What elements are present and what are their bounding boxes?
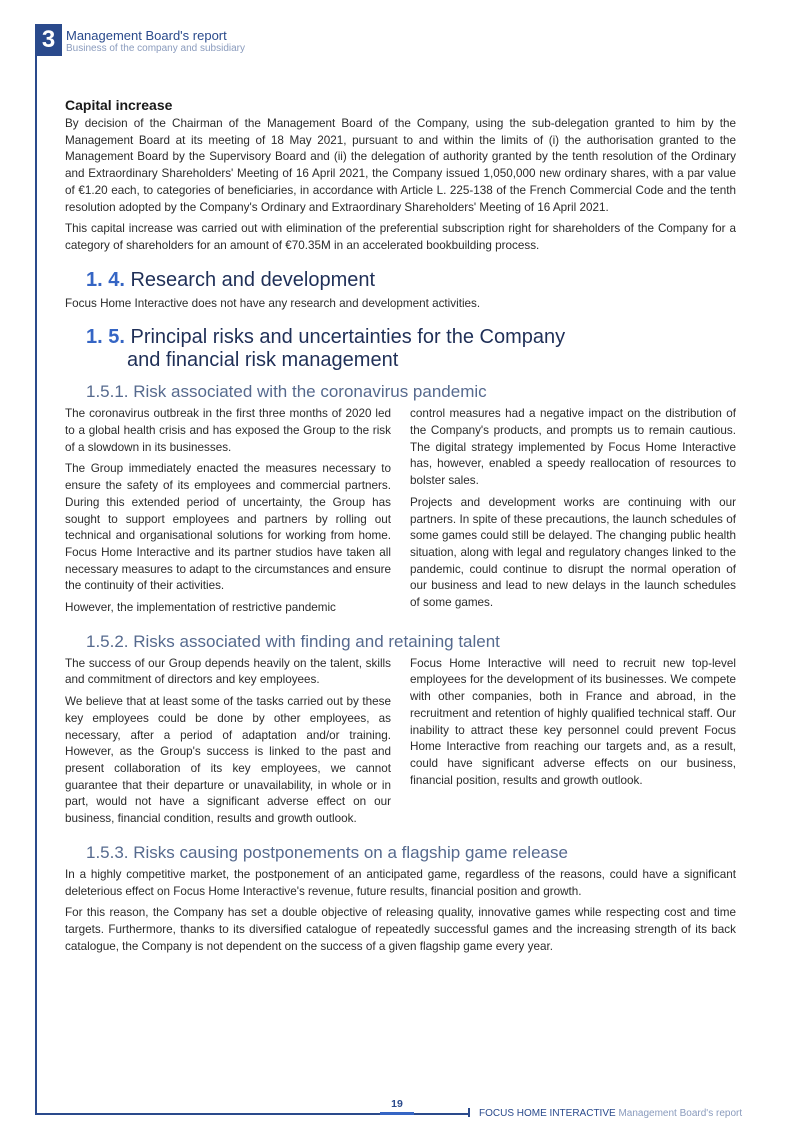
footer-report-name: Management Board's report: [618, 1108, 743, 1119]
section-1-5-number: 1. 5.: [86, 326, 125, 349]
section-1-5-title-line1: Principal risks and uncertainties for the Company: [130, 326, 566, 349]
chapter-number-badge: 3: [35, 24, 62, 56]
coronavirus-paragraph-5: Projects and development works are continuing with our partners. In spite of these precautions, the launch schedules of some games could still be delayed. The changing public health situation, along with legal and regulatory changes linked to the pandemic, could continue to disrupt the normal operation of our business and lead to new delays in the launch schedules of some games.: [410, 495, 736, 610]
flagship-paragraph-1: In a highly competitive market, the postponement of an anticipated game, regardless of the reasons, could have a significant deleterious effect on Focus Home Interactive's revenue, future results, financial position and growth.: [65, 867, 736, 898]
section-1-4-heading: [86, 269, 736, 292]
capital-increase-paragraph-1: By decision of the Chairman of the Management Board of the Company, using the sub-delegation granted to him by the Management Board at its meeting of 18 May 2021, pursuant to and within the limits of (i) the authorisation granted to the Management Board by the Supervisory Board and (ii) the delegation of authority granted by the tenth resolution of the Ordinary and Extraordinary Shareholders' Meeting of 16 April 2021, the Company issued 1,050,000 new ordinary shares, with a par value of €1.20 each, to categories of beneficiaries, in accordance with Article L. 225-138 of the French Commercial Code and the tenth resolution adopted by the Company's Ordinary and Extraordinary Shareholders' Meeting of 16 April 2021.: [65, 117, 736, 214]
flagship-paragraph-2: For this reason, the Company has set a double objective of releasing quality, innovative games while respecting cost and time targets. Furthermore, thanks to its diversified catalogue of repeatedly successful games and the increasing strength of its back catalogue, the Company is not dependent on the success of a given flagship game every year.: [65, 906, 736, 953]
section-1-5-heading: [86, 326, 736, 372]
talent-paragraph-1: The success of our Group depends heavily on the talent, skills and commitment of directors and key employees.: [65, 656, 391, 687]
capital-increase-paragraph-2: This capital increase was carried out with elimination of the preferential subscription right for shareholders of the Company for a category of shareholders for an amount of €70.35M in an accelerated bookbuilding process.: [65, 222, 736, 252]
subsection-1-5-1-heading: 1.5.1. Risk associated with the coronavirus pandemic: [86, 382, 487, 402]
header-subtitle: Business of the company and subsidiary: [66, 43, 245, 54]
page-frame-left-rule: [35, 54, 37, 1115]
coronavirus-paragraph-1: The coronavirus outbreak in the first three months of 2020 led to a global health crisis and has exposed the Group to the risk of a slowdown in its businesses.: [65, 407, 391, 454]
subsection-1-5-2-columns: [65, 656, 736, 833]
page-frame-tick: [468, 1108, 470, 1117]
section-1-4-number: 1. 4.: [86, 268, 125, 291]
talent-paragraph-2: We believe that at least some of the tasks carried out by these key employees could be done by other employees, as necessary, after a period of adaptation and/or training. However, as the Group's success is linked to the past and present collaboration of its key employees, we cannot guarantee that their departure or unavailability, in whole or in part, would not have a significant adverse effect on our business, financial condition, results and growth outlook.: [65, 695, 391, 826]
column-right: [410, 656, 736, 833]
subsection-1-5-2-heading: 1.5.2. Risks associated with finding and retaining talent: [86, 631, 500, 651]
coronavirus-paragraph-3: However, the implementation of restrictive pandemic: [65, 601, 336, 615]
coronavirus-paragraph-4: control measures had a negative impact on the distribution of the Company's products, and prompts us to remain cautious. The digital strategy implemented by Focus Home Interactive has, however, enabled a speedy reallocation of resources to bolster sales.: [410, 407, 736, 488]
section-1-4-title: Research and development: [130, 268, 376, 291]
research-paragraph: Focus Home Interactive does not have any research and development activities.: [65, 296, 481, 310]
page-number-bar: [380, 1112, 414, 1115]
column-left: [65, 656, 391, 833]
header-title: Management Board's report: [66, 28, 227, 43]
capital-increase-heading: Capital increase: [65, 97, 173, 113]
page-number: 19: [391, 1098, 403, 1110]
subsection-1-5-3-heading: 1.5.3. Risks causing postponements on a flagship game release: [86, 842, 568, 862]
column-left: [65, 406, 391, 621]
footer-brand-name: FOCUS HOME INTERACTIVE: [479, 1108, 616, 1119]
footer-brand: [479, 1108, 742, 1119]
talent-paragraph-3: Focus Home Interactive will need to recruit new top-level employees for the development of its businesses. We compete with other companies, both in France and abroad, in the recruitment and retention of highly qualified technical staff. Our inability to attract these key personnel could prevent Focus Home Interactive from reaching our targets and, as a result, could have significant adverse effects on our business, financial position, results and growth outlook.: [410, 656, 736, 787]
subsection-1-5-1-columns: [65, 406, 736, 621]
coronavirus-paragraph-2: The Group immediately enacted the measures necessary to ensure the safety of its employees and commercial partners. During this extended period of uncertainty, the Group has sought to support employees and partners by rolling out technical and organisational solutions for working from home. Focus Home Interactive and its partner studios have taken all necessary measures to adapt to the circumstances and ensure the continuity of their activities.: [65, 462, 391, 593]
page-content: [65, 97, 736, 960]
section-1-5-title-line2: and financial risk management: [127, 349, 399, 372]
column-right: [410, 406, 736, 621]
